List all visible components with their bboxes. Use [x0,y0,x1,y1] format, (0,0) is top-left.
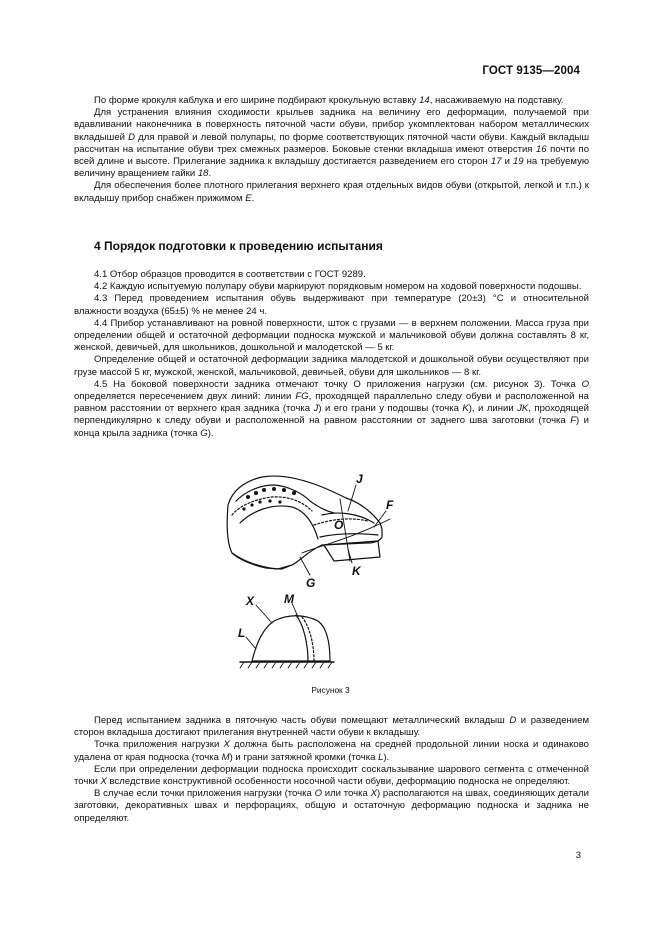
label-x: X [246,594,255,608]
label-j: J [356,472,363,486]
paragraph: Для устранения влияния сходимости крыльев задника на величину его деформации, получаемой при вдавливании наконечника в поверхность пяточной части обуви, прибор укомплектован набором металлических вкладышей D для правой и левой полупары, по форме соответствующих пяточной части обуви. Каждый вкладыш рассчитан на испытание обуви трех смежных размеров. Боковые стенки вкладыша имеют отверстия 16 почти по всей длине и высоте. Прилегание задника к вкладышу достигается разведением его сторон 17 и 19 на требуемую величину вращением гайки 18. [74,107,590,180]
italic-reference: K [462,403,469,415]
italic-reference: D [128,131,136,143]
italic-reference: M [221,751,230,763]
paragraph: Для обеспечения более плотного прилегания верхнего края отдельных видов обуви (открытой, легкой и т.п.) к вкладышу прибор снабжен прижимом E. [74,180,589,204]
italic-reference: 16 [535,143,547,155]
italic-reference: X [223,739,230,751]
figure-caption: Рисунок 3 [311,685,350,695]
paragraph: Точка приложения нагрузки X должна быть расположена на средней продольной линии носка и одинаково удалена от края подноска (точка M) и грани затяжной кромки (точка L). [74,739,589,763]
toe-cap-outline [252,616,330,661]
paragraph: 4.5 На боковой поверхности задника отмечают точку О приложения нагрузки (см. рисунок 3). Точка О определяется пересечением двух линий: линии FG, проходящей параллельно следу обуви и расположенной на равном расстоянии от верхнего края задника (точка J) и его грани у подошвы (точка K), и линии JK, проходящей перпендикулярно к следу обуви и расположенной на равном расстоянии от заднего шва заготовки (точка F) и конца крыла задника (точка G). [74,378,589,439]
paragraph: 4.4 Прибор устанавливают на ровной поверхности, шток с грузами — в верхнем положении. Масса груза при определении общей и остаточной деформации подноска мужской и мальчиковой обуви должна составлять 8 кг, женской, девичьей, для школьников, дошкольной и малодетской — 5 кг. [74,317,589,354]
heel-counter [322,513,374,523]
italic-reference: 17 [490,156,502,168]
paragraph: По форме крокуля каблука и его ширине подбирают крокульную вставку 14, насаживаемую на подставку. [94,95,564,106]
italic-reference: J [313,403,319,415]
label-f: F [386,498,394,512]
italic-reference: F [570,415,577,427]
shoe-quarter-line [240,506,318,539]
paragraph: 4.1 Отбор образцов проводится в соответствии с ГОСТ 9289. [94,269,366,280]
paragraph: В случае если точки приложения нагрузки (точка О или точка X) располагаются на швах, соединяющих детали заготовки, декоративных швах и перфорациях, общую и остаточную деформацию подноска и задника не определяют. [74,788,589,824]
section-4-paragraphs [74,269,589,440]
leader-x [256,605,272,623]
italic-reference: 19 [512,156,524,168]
document-header: ГОСТ 9135—2004 [482,65,580,77]
italic-reference: D [509,715,517,726]
paragraph: Если при определении деформации подноска происходит соскальзывание шарового сегмента с отмеченной точки X вследствие конструктивной особенности носочной части обуви, деформацию подноска не определяют. [74,763,589,788]
leader-j [348,485,356,511]
paragraph: Определение общей и остаточной деформации задника малодетской и дошкольной обуви осуществляют при грузе массой 5 кг, мужской, женской, мальчиковой, девичьей, обуви для школьников — 8 кг. [74,354,589,378]
label-g: G [306,576,316,590]
ground-hatch [240,662,332,668]
page-number: 3 [575,850,581,861]
paragraph: 4.3 Перед проведением испытания обувь выдерживают при температуре (20±3) °С и относительной влажности воздуха (65±5) % не менее 24 ч. [74,293,589,317]
shoe-sole [232,553,292,569]
italic-reference: L [378,751,384,763]
italic-reference: FG [295,391,309,403]
leader-g [300,557,310,575]
paragraph: 4.2 Каждую испытуемую полупару обуви маркируют порядковым номером на ходовой поверхности подошвы. [94,281,582,293]
label-m: M [284,592,294,606]
italic-reference: О [314,788,323,800]
leader-l [246,637,256,649]
label-k: K [352,564,361,578]
italic-reference: X [370,788,377,800]
figure-3-shoe-diagram [222,465,422,680]
italic-reference: JK [517,403,529,415]
label-o: O [334,518,344,532]
italic-reference: 14 [419,95,430,106]
italic-reference: 18 [197,168,209,180]
toe-cap-line-m [296,615,308,661]
italic-reference: E [245,192,252,204]
italic-reference: G [200,427,208,439]
italic-reference: X [100,776,107,788]
figure-notes-paragraphs [74,715,589,825]
italic-reference: О [581,378,589,390]
label-l: L [238,626,246,640]
shoe-stitch-line [232,497,312,515]
paragraph: Перед испытанием задника в пяточную часть обуви помещают металлический вкладыш D и разведением сторон вкладыша достигают прилегания внутренней части обуви к вкладышу. [74,715,590,739]
section-4-title: 4 Порядок подготовки к проведению испытания [94,239,383,253]
intro-paragraphs [74,95,589,205]
